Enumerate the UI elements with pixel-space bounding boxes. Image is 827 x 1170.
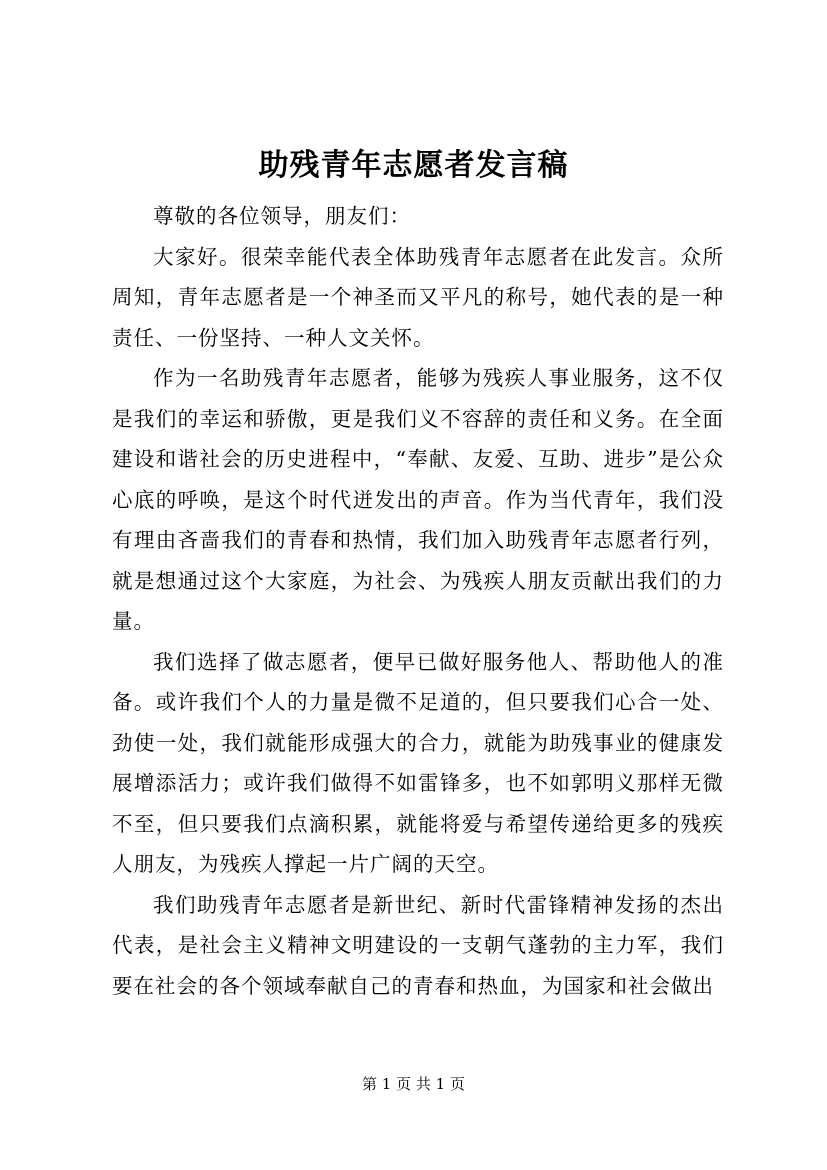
body-paragraph: 作为一名助残青年志愿者，能够为残疾人事业服务，这不仅是我们的幸运和骄傲，更是我们义不容辞的责任和义务。在全面建设和谐社会的历史进程中，“奉献、友爱、互助、进步”是公众心底的呼唤，是这个时代迸发出的声音。作为当代青年，我们没有理由吝啬我们的青春和热情，我们加入助残青年志愿者行列，就是想通过这个大家庭，为社会、为残疾人朋友贡献出我们的力量。 [112, 366, 724, 633]
salutation-paragraph: 尊敬的各位领导，朋友们： [153, 204, 411, 228]
page-footer [0, 1074, 827, 1094]
document-body [112, 196, 724, 1006]
page-number: 第 1 页 共 1 页 [362, 1075, 465, 1093]
body-paragraph: 大家好。很荣幸能代表全体助残青年志愿者在此发言。众所周知，青年志愿者是一个神圣而又平凡的称号，她代表的是一种责任、一份坚持、一种人文关怀。 [112, 244, 724, 350]
body-paragraph: 我们助残青年志愿者是新世纪、新时代雷锋精神发扬的杰出代表，是社会主义精神文明建设的一支朝气蓬勃的主力军，我们要在社会的各个领域奉献自己的青春和热血，为国家和社会做出 [112, 892, 724, 998]
body-paragraph: 我们选择了做志愿者，便早已做好服务他人、帮助他人的准备。或许我们个人的力量是微不足道的，但只要我们心合一处、劲使一处，我们就能形成强大的合力，就能为助残事业的健康发展增添活力；或许我们做得不如雷锋多，也不如郭明义那样无微不至，但只要我们点滴积累，就能将爱与希望传递给更多的残疾人朋友，为残疾人撑起一片广阔的天空。 [112, 649, 724, 876]
document-title: 助残青年志愿者发言稿 [258, 148, 569, 183]
